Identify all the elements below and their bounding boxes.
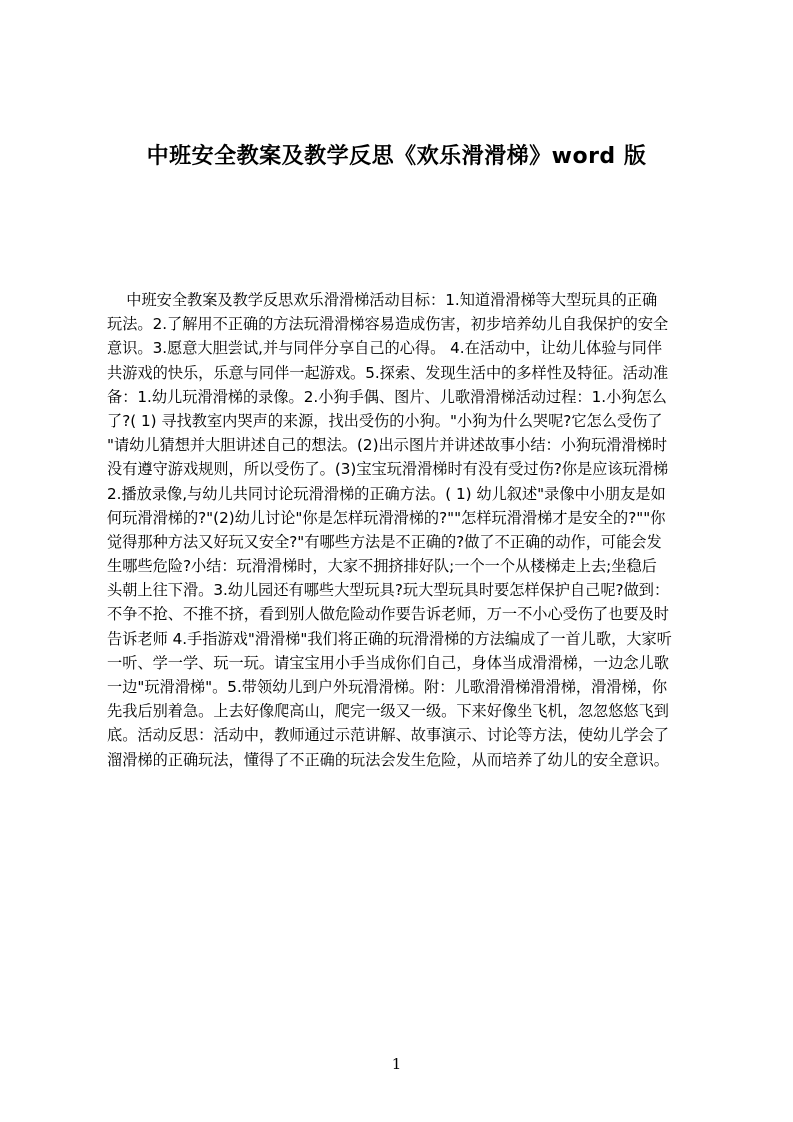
body-line: 溜滑梯的正确玩法，懂得了不正确的玩法会发生危险，从而培养了幼儿的安全意识。 <box>107 750 669 769</box>
body-line: 觉得那种方法又好玩又安全?"有哪些方法是不正确的?做了不正确的动作，可能会发 <box>107 532 662 551</box>
body-line: 共游戏的快乐，乐意与同伴一起游戏。5.探索、发现生活中的多样性及特征。活动准 <box>107 363 669 382</box>
body-line: 底。活动反思：活动中，教师通过示范讲解、故事演示、讨论等方法，使幼儿学会了 <box>107 726 669 745</box>
body-line: 备：1.幼儿玩滑滑梯的录像。2.小狗手偶、图片、儿歌滑滑梯活动过程：1.小狗怎么 <box>107 387 667 406</box>
body-line: 何玩滑滑梯的?"(2)幼儿讨论"你是怎样玩滑滑梯的?""怎样玩滑滑梯才是安全的?""你 <box>107 508 666 527</box>
body-line: "请幼儿猜想并大胆讲述自己的想法。(2)出示图片并讲述故事小结：小狗玩滑滑梯时 <box>107 436 668 455</box>
body-line: 玩法。2.了解用不正确的方法玩滑滑梯容易造成伤害，初步培养幼儿自我保护的安全 <box>107 315 669 334</box>
body-line: 了?( 1) 寻找教室内哭声的来源，找出受伤的小狗。"小狗为什么哭呢?它怎么受伤了 <box>107 411 663 430</box>
body-line: 生哪些危险?小结：玩滑滑梯时，大家不拥挤排好队;一个一个从楼梯走上去;坐稳后 <box>107 557 657 576</box>
body-line: 告诉老师 4.手指游戏"滑滑梯"我们将正确的玩滑滑梯的方法编成了一首儿歌，大家听 <box>107 629 672 648</box>
body-line: 2.播放录像,与幼儿共同讨论玩滑滑梯的正确方法。( 1) 幼儿叙述"录像中小朋友是如 <box>107 484 666 503</box>
body-line: 不争不抢、不推不挤，看到别人做危险动作要告诉老师，万一不小心受伤了也要及时 <box>107 605 669 624</box>
body-line: 一听、学一学、玩一玩。请宝宝用小手当成你们自己，身体当成滑滑梯，一边念儿歌 <box>107 653 669 672</box>
body-line: 中班安全教案及教学反思欢乐滑滑梯活动目标：1.知道滑滑梯等大型玩具的正确 <box>107 291 658 309</box>
body-line: 没有遵守游戏规则，所以受伤了。(3)宝宝玩滑滑梯时有没有受过伤?你是应该玩滑梯 <box>107 460 669 479</box>
body-line: 一边"玩滑滑梯"。5.带领幼儿到户外玩滑滑梯。附：儿歌滑滑梯滑滑梯，滑滑梯，你 <box>107 678 668 696</box>
body-line: 头朝上往下滑。3.幼儿园还有哪些大型玩具?玩大型玩具时要怎样保护自己呢?做到： <box>107 581 670 600</box>
document-title: 中班安全教案及教学反思《欢乐滑滑梯》word 版 <box>146 144 647 169</box>
body-line: 意识。3.愿意大胆尝试,并与同伴分享自己的心得。 4.在活动中，让幼儿体验与同伴 <box>107 339 663 358</box>
body-line: 先我后别着急。上去好像爬高山，爬完一级又一级。下来好像坐飞机，忽忽悠悠飞到 <box>107 702 669 721</box>
page-number: 1 <box>391 1055 402 1073</box>
document-body <box>107 288 699 772</box>
